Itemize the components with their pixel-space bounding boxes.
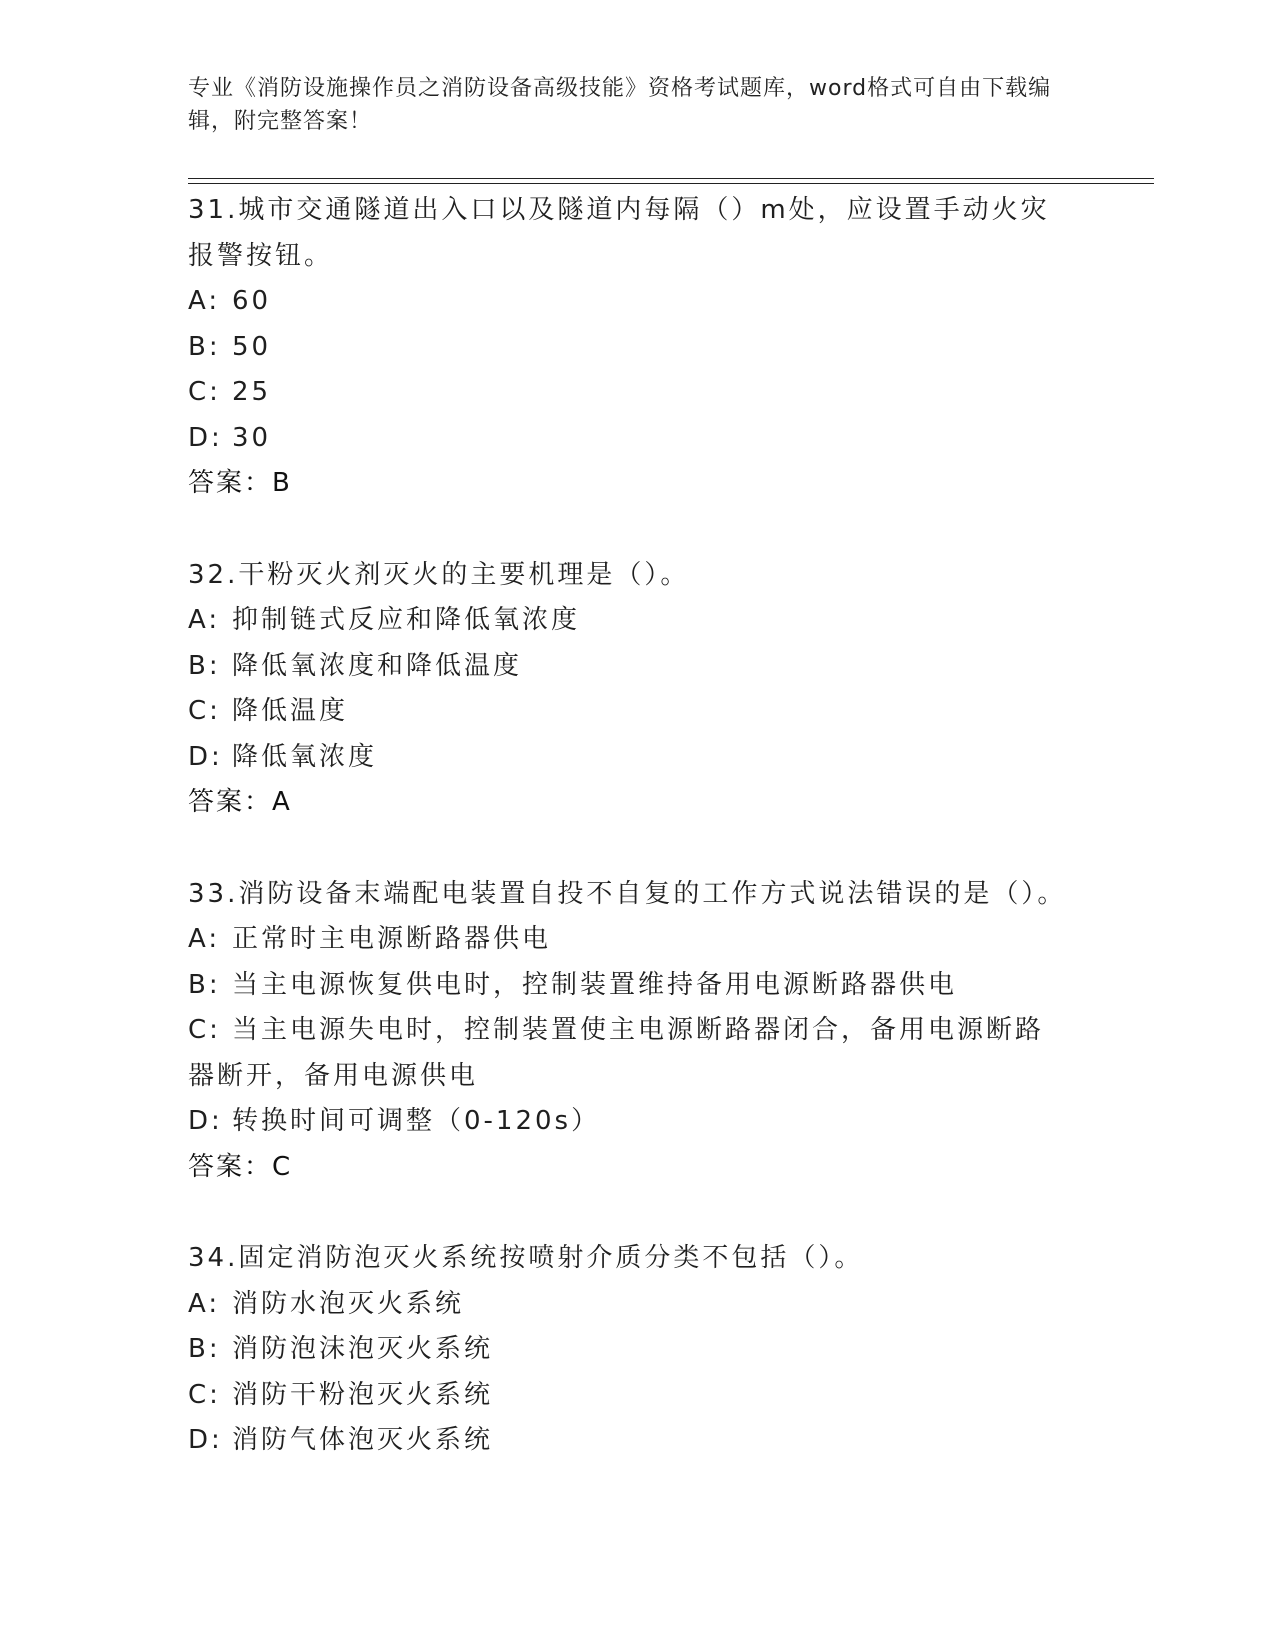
option-text: 30 [232,422,272,453]
option-a [188,279,1088,325]
question-list [188,188,1088,1464]
option-b [188,963,1088,1009]
option-text: 消防泡沫泡灭火系统 [232,1334,494,1364]
question-31 [188,188,1088,507]
answer-line: 答案：A [188,787,292,817]
option-text: 消防水泡灭火系统 [232,1288,465,1319]
option-text: 当主电源恢复供电时，控制装置维持备用电源断路器供电 [232,969,958,1000]
option-text: 降低氧浓度 [232,741,378,772]
header-rule-bottom [188,183,1154,184]
option-a [188,1282,1088,1328]
question-32 [188,553,1088,826]
option-d [188,1418,1088,1464]
option-text: 50 [232,331,272,362]
option-key: D: [188,422,223,453]
option-text: 消防气体泡灭火系统 [232,1425,494,1455]
option-key: A: [188,1288,221,1319]
option-key: D: [188,741,223,772]
option-text: 当主电源失电时，控制装置使主电源断路器闭合，备用电源断路器断开，备用电源供电 [188,1015,1045,1091]
option-a [188,598,1088,644]
option-key: B: [188,1334,221,1364]
document-header: 专业《消防设施操作员之消防设备高级技能》资格考试题库，word格式可自由下载编辑，附完整答案！ [188,76,1052,134]
option-b [188,325,1088,371]
option-d [188,416,1088,462]
question-33 [188,872,1088,1191]
option-key: B: [188,650,221,681]
option-key: B: [188,331,221,362]
option-c [188,1373,1088,1419]
question-stem: 31.城市交通隧道出入口以及隧道内每隔（）m处，应设置手动火灾报警按钮。 [188,195,1050,271]
option-text: 25 [232,377,272,407]
question-34 [188,1236,1088,1464]
answer-line: 答案：C [188,1151,293,1182]
option-key: C: [188,377,221,407]
option-c [188,1008,1068,1099]
option-key: A: [188,605,221,635]
option-d [188,1099,1088,1145]
option-b [188,644,1088,690]
option-d [188,735,1088,781]
question-stem: 34.固定消防泡灭火系统按喷射介质分类不包括（）。 [188,1243,864,1273]
option-text: 正常时主电源断路器供电 [232,924,552,954]
option-key: D: [188,1425,223,1455]
option-text: 降低氧浓度和降低温度 [232,650,523,681]
answer-line: 答案：B [188,468,292,498]
option-key: A: [188,286,221,316]
option-key: B: [188,969,221,1000]
option-key: D: [188,1106,223,1136]
question-stem: 32.干粉灭火剂灭火的主要机理是（）。 [188,559,690,590]
option-text: 抑制链式反应和降低氧浓度 [232,605,581,635]
option-key: C: [188,696,221,726]
option-a [188,917,1088,963]
option-c [188,370,1088,416]
option-text: 降低温度 [232,696,349,726]
option-key: C: [188,1379,221,1410]
option-key: C: [188,1015,221,1045]
option-key: A: [188,924,221,954]
option-c [188,689,1088,735]
option-text: 60 [232,286,272,316]
option-b [188,1327,1088,1373]
option-text: 消防干粉泡灭火系统 [232,1379,494,1410]
option-text: 转换时间可调整（0-120s） [232,1106,601,1136]
question-stem: 33.消防设备末端配电装置自投不自复的工作方式说法错误的是（）。 [188,878,1067,909]
header-rule-top [188,178,1154,179]
